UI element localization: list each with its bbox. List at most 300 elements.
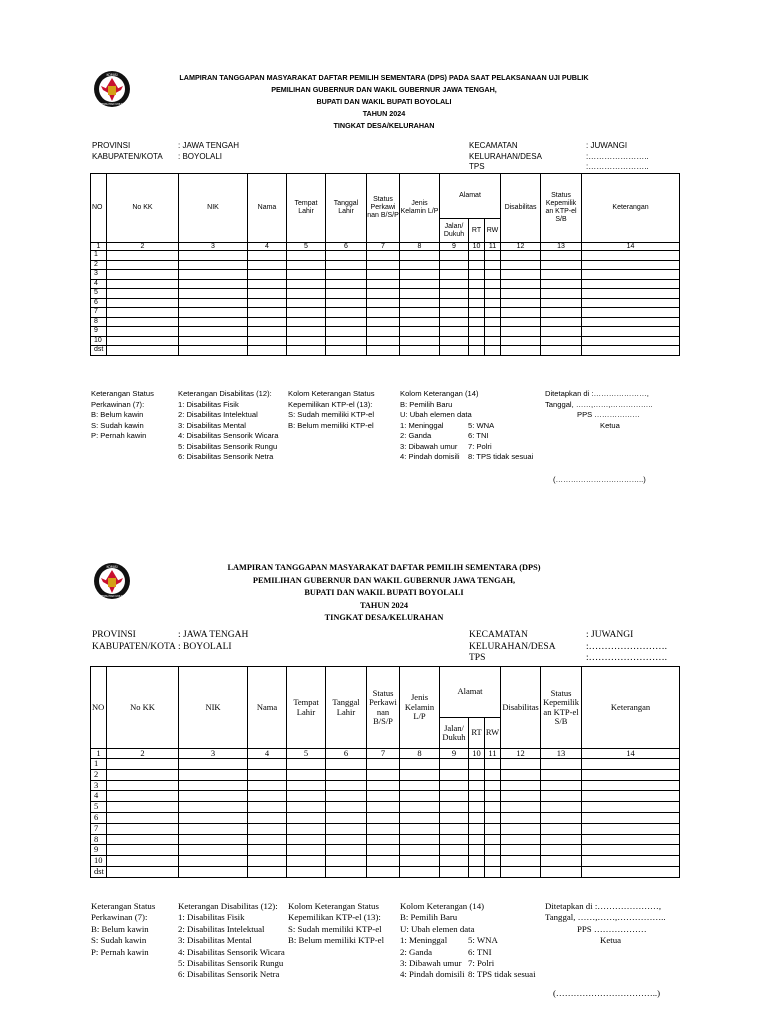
col-header-jenis-kelamin: Jenis Kelamin L/P bbox=[400, 174, 440, 243]
col-number: 1 bbox=[91, 749, 107, 759]
table-cell bbox=[326, 327, 367, 337]
table-cell bbox=[485, 260, 501, 270]
table-cell bbox=[179, 845, 248, 856]
table-cell bbox=[287, 270, 326, 280]
table-cell bbox=[326, 759, 367, 770]
col-header-no: NO bbox=[91, 667, 107, 749]
table-cell bbox=[367, 308, 400, 318]
table-cell bbox=[287, 845, 326, 856]
signature-line: (……………………………..) bbox=[553, 988, 661, 998]
row-number: 5 bbox=[91, 802, 107, 813]
table-cell bbox=[469, 791, 485, 802]
table-cell bbox=[367, 260, 400, 270]
col-header-alamat: Alamat bbox=[440, 174, 501, 219]
table-cell bbox=[469, 270, 485, 280]
legend-item: U: Ubah elemen data bbox=[400, 923, 475, 934]
table-cell bbox=[248, 336, 287, 346]
table-cell bbox=[501, 289, 541, 299]
legend-title: Kolom Keterangan (14) bbox=[400, 901, 485, 911]
table-cell bbox=[287, 260, 326, 270]
header-line-1: LAMPIRAN TANGGAPAN MASYARAKAT DAFTAR PEMILIH SEMENTARA (DPS) PADA SAAT PELAKSANAAN UJI PUBLIK bbox=[179, 73, 589, 82]
col-header-keterangan: Keterangan bbox=[582, 174, 680, 243]
table-cell bbox=[469, 327, 485, 337]
table-cell bbox=[287, 780, 326, 791]
table-cell bbox=[440, 270, 469, 280]
table-cell bbox=[107, 759, 179, 770]
table-cell bbox=[440, 845, 469, 856]
legend-item: 2: Disabilitas Intelektual bbox=[178, 410, 258, 419]
legend-item: 8: TPS tidak sesuai bbox=[468, 969, 536, 980]
table-cell bbox=[367, 298, 400, 308]
table-cell bbox=[179, 791, 248, 802]
legend-title: Perkawinan (7): bbox=[91, 399, 145, 409]
table-row bbox=[91, 812, 680, 823]
col-number: 2 bbox=[107, 243, 179, 251]
table-cell bbox=[469, 856, 485, 867]
legend-keterangan bbox=[400, 389, 533, 463]
legend-item: 5: WNA bbox=[468, 935, 498, 946]
row-number: dst bbox=[91, 346, 107, 356]
table-cell bbox=[541, 812, 582, 823]
table-cell bbox=[287, 308, 326, 318]
table-cell bbox=[541, 346, 582, 356]
table-cell bbox=[469, 260, 485, 270]
tps-value: :……………………. bbox=[586, 653, 668, 663]
row-number: 2 bbox=[91, 769, 107, 780]
col-number: 14 bbox=[582, 749, 680, 759]
col-header-disabilitas: Disabilitas bbox=[501, 174, 541, 243]
table-row bbox=[91, 759, 680, 770]
legend-item: S: Sudah kawin bbox=[91, 935, 147, 946]
legend-item: 5: Disabilitas Sensorik Rungu bbox=[178, 441, 278, 451]
legend-item: 3: Disabilitas Mental bbox=[178, 935, 252, 946]
table-cell bbox=[582, 279, 680, 289]
kelurahan-label: KELURAHAN/DESA bbox=[469, 151, 542, 161]
table-cell bbox=[582, 308, 680, 318]
col-header-rw: RW bbox=[485, 718, 501, 749]
table-cell bbox=[469, 769, 485, 780]
table-cell bbox=[440, 823, 469, 834]
col-header-status-perkawinan: Status Perkawi nan B/S/P bbox=[367, 174, 400, 243]
header-line-2: PEMILIHAN GUBERNUR DAN WAKIL GUBERNUR JAWA TENGAH, bbox=[252, 575, 516, 585]
legend-item: 2: Ganda bbox=[400, 431, 432, 440]
table-cell bbox=[541, 769, 582, 780]
table-cell bbox=[248, 289, 287, 299]
table-cell bbox=[485, 298, 501, 308]
table-cell bbox=[326, 251, 367, 261]
col-header-status-perkawinan: Status Perkawi nan B/S/P bbox=[367, 667, 400, 749]
col-header-disabilitas: Disabilitas bbox=[501, 667, 541, 749]
table-cell bbox=[248, 308, 287, 318]
table-cell bbox=[287, 769, 326, 780]
table-cell bbox=[400, 812, 440, 823]
legend-item: P: Pernah kawin bbox=[91, 431, 147, 440]
legend-item: 2: Ganda bbox=[400, 946, 433, 957]
col-number: 7 bbox=[367, 243, 400, 251]
logo-top-text: KOMISI bbox=[106, 565, 118, 569]
col-header-status-ktp: Status Kepemilik an KTP-el S/B bbox=[541, 174, 582, 243]
table-cell bbox=[107, 336, 179, 346]
table-cell bbox=[248, 298, 287, 308]
table-cell bbox=[287, 298, 326, 308]
legend-title: Kepemilikan KTP-el (13): bbox=[288, 912, 381, 923]
provinsi-value: : JAWA TENGAH bbox=[178, 141, 240, 150]
legend-item-pair bbox=[400, 431, 533, 442]
table-cell bbox=[469, 298, 485, 308]
table-cell bbox=[400, 289, 440, 299]
row-number: 5 bbox=[91, 289, 107, 299]
legend-item-pair bbox=[400, 452, 533, 463]
legend-title: Kepemilikan KTP-el (13): bbox=[288, 399, 373, 409]
table-cell bbox=[326, 336, 367, 346]
table-cell bbox=[248, 270, 287, 280]
tps-label: TPS bbox=[469, 653, 486, 663]
table-cell bbox=[107, 317, 179, 327]
table-cell bbox=[400, 856, 440, 867]
legend-item: 6: TNI bbox=[468, 431, 489, 440]
signature-block bbox=[545, 389, 653, 431]
table-row bbox=[91, 802, 680, 813]
table-row bbox=[91, 866, 680, 877]
table-cell bbox=[469, 308, 485, 318]
table-cell bbox=[582, 251, 680, 261]
legend-item: 7: Polri bbox=[468, 958, 495, 969]
table-cell bbox=[367, 812, 400, 823]
row-number: 9 bbox=[91, 845, 107, 856]
col-number: 8 bbox=[400, 749, 440, 759]
table-cell bbox=[179, 834, 248, 845]
col-header-rw: RW bbox=[485, 219, 501, 243]
table-cell bbox=[501, 298, 541, 308]
table-cell bbox=[501, 327, 541, 337]
table-cell bbox=[541, 802, 582, 813]
table-cell bbox=[541, 298, 582, 308]
header-line-5: TINGKAT DESA/KELURAHAN bbox=[333, 121, 435, 130]
row-number: 7 bbox=[91, 308, 107, 318]
header-line-1: LAMPIRAN TANGGAPAN MASYARAKAT DAFTAR PEMILIH SEMENTARA (DPS) bbox=[227, 563, 541, 572]
legend-item: B: Pemilih Baru bbox=[400, 912, 458, 923]
col-number: 10 bbox=[469, 749, 485, 759]
table-cell bbox=[367, 780, 400, 791]
table-cell bbox=[248, 802, 287, 813]
col-number: 13 bbox=[541, 749, 582, 759]
table-cell bbox=[582, 856, 680, 867]
table-cell bbox=[179, 823, 248, 834]
header-line-3: BUPATI DAN WAKIL BUPATI BOYOLALI bbox=[304, 588, 464, 597]
legend-item: B: Belum memiliki KTP-el bbox=[288, 935, 385, 946]
tanggal-text: Tanggal, ……,……,…………….. bbox=[545, 399, 653, 409]
kabupaten-value: : BOYOLALI bbox=[178, 151, 223, 161]
col-header-tanggal-lahir: Tanggal Lahir bbox=[326, 667, 367, 749]
col-number: 10 bbox=[469, 243, 485, 251]
table-cell bbox=[287, 834, 326, 845]
col-number: 7 bbox=[367, 749, 400, 759]
table-cell bbox=[440, 856, 469, 867]
table-cell bbox=[582, 346, 680, 356]
col-number: 9 bbox=[440, 749, 469, 759]
form-copy-2 bbox=[0, 512, 768, 1024]
ditetapkan-text: Ditetapkan di :…………………, bbox=[545, 389, 649, 398]
table-cell bbox=[485, 802, 501, 813]
legend-item: 6: Disabilitas Sensorik Netra bbox=[178, 969, 280, 980]
table-cell bbox=[469, 317, 485, 327]
legend-item: B: Belum kawin bbox=[91, 410, 144, 419]
shield-icon bbox=[108, 578, 116, 587]
legend-title: Kolom Keterangan Status bbox=[288, 389, 375, 398]
tps-label: TPS bbox=[469, 162, 485, 171]
table-cell bbox=[326, 298, 367, 308]
header-line-5: TINGKAT DESA/KELURAHAN bbox=[324, 613, 444, 622]
row-number: 1 bbox=[91, 251, 107, 261]
meta-left bbox=[92, 141, 239, 162]
col-number: 5 bbox=[287, 749, 326, 759]
col-header-status-ktp: Status Kepemilik an KTP-el S/B bbox=[541, 667, 582, 749]
col-number: 4 bbox=[248, 749, 287, 759]
kpu-logo bbox=[93, 560, 131, 602]
table-cell bbox=[541, 279, 582, 289]
table-cell bbox=[582, 336, 680, 346]
table-cell bbox=[469, 251, 485, 261]
table-cell bbox=[469, 289, 485, 299]
table-cell bbox=[485, 336, 501, 346]
col-number: 5 bbox=[287, 243, 326, 251]
legend-item: 7: Polri bbox=[468, 441, 492, 451]
ketua-text: Ketua bbox=[600, 420, 620, 430]
table-cell bbox=[400, 791, 440, 802]
provinsi-label: PROVINSI bbox=[92, 630, 136, 640]
table-cell bbox=[501, 759, 541, 770]
table-cell bbox=[485, 856, 501, 867]
table-cell bbox=[107, 812, 179, 823]
table-cell bbox=[440, 317, 469, 327]
table-cell bbox=[400, 279, 440, 289]
header-line-4: TAHUN 2024 bbox=[359, 600, 408, 610]
table-cell bbox=[367, 289, 400, 299]
ditetapkan-text: Ditetapkan di :…………………, bbox=[545, 901, 662, 911]
table-cell bbox=[179, 279, 248, 289]
table-cell bbox=[469, 802, 485, 813]
table-cell bbox=[541, 260, 582, 270]
table-cell bbox=[501, 308, 541, 318]
table-cell bbox=[541, 336, 582, 346]
row-number: 7 bbox=[91, 823, 107, 834]
col-header-alamat: Alamat bbox=[440, 667, 501, 718]
table-cell bbox=[367, 251, 400, 261]
row-number: 4 bbox=[91, 279, 107, 289]
kecamatan-label: KECAMATAN bbox=[469, 141, 518, 150]
provinsi-label: PROVINSI bbox=[92, 141, 131, 150]
col-number: 6 bbox=[326, 243, 367, 251]
table-cell bbox=[582, 866, 680, 877]
table-cell bbox=[287, 759, 326, 770]
table-cell bbox=[107, 769, 179, 780]
legend-title: Keterangan Disabilitas (12): bbox=[178, 389, 272, 398]
pps-text: PPS ……………… bbox=[577, 410, 640, 419]
table-cell bbox=[107, 279, 179, 289]
table-cell bbox=[485, 308, 501, 318]
table-row bbox=[91, 260, 680, 270]
table-cell bbox=[501, 812, 541, 823]
table-cell bbox=[326, 802, 367, 813]
kecamatan-label: KECAMATAN bbox=[469, 630, 528, 640]
table-cell bbox=[541, 759, 582, 770]
legend-item: 8: TPS tidak sesuai bbox=[468, 452, 534, 461]
table-row bbox=[91, 336, 680, 346]
table-cell bbox=[485, 289, 501, 299]
table-cell bbox=[367, 856, 400, 867]
legend-title: Keterangan Status bbox=[91, 389, 154, 398]
col-header-keterangan: Keterangan bbox=[582, 667, 680, 749]
table-cell bbox=[287, 812, 326, 823]
table-cell bbox=[440, 866, 469, 877]
col-number: 13 bbox=[541, 243, 582, 251]
ketua-text: Ketua bbox=[600, 935, 622, 946]
table-cell bbox=[501, 279, 541, 289]
legend-item-pair bbox=[400, 935, 536, 946]
table-cell bbox=[485, 346, 501, 356]
legend-ktp bbox=[288, 901, 384, 947]
dps-table bbox=[90, 666, 680, 878]
legend-item: B: Belum memiliki KTP-el bbox=[288, 420, 374, 430]
table-cell bbox=[440, 336, 469, 346]
table-cell bbox=[179, 866, 248, 877]
col-number: 1 bbox=[91, 243, 107, 251]
table-cell bbox=[501, 802, 541, 813]
table-cell bbox=[326, 289, 367, 299]
legend-title: Kolom Keterangan (14) bbox=[400, 389, 479, 398]
legend-item: 3: Dibawah umur bbox=[400, 441, 458, 451]
table-cell bbox=[248, 845, 287, 856]
table-cell bbox=[179, 812, 248, 823]
table-cell bbox=[440, 759, 469, 770]
table-cell bbox=[248, 346, 287, 356]
table-cell bbox=[501, 260, 541, 270]
kecamatan-value: : JUWANGI bbox=[586, 141, 628, 150]
row-number: 3 bbox=[91, 270, 107, 280]
table-cell bbox=[400, 336, 440, 346]
kelurahan-value: :……………………. bbox=[586, 641, 668, 652]
table-cell bbox=[326, 856, 367, 867]
table-cell bbox=[582, 317, 680, 327]
table-cell bbox=[501, 317, 541, 327]
table-cell bbox=[485, 834, 501, 845]
table-row bbox=[91, 769, 680, 780]
table-cell bbox=[287, 336, 326, 346]
table-cell bbox=[501, 336, 541, 346]
kpu-logo bbox=[93, 68, 131, 110]
table-cell bbox=[582, 823, 680, 834]
table-cell bbox=[326, 812, 367, 823]
table-cell bbox=[326, 270, 367, 280]
legend-item: 4: Disabilitas Sensorik Wicara bbox=[178, 431, 279, 440]
table-cell bbox=[367, 317, 400, 327]
table-cell bbox=[367, 823, 400, 834]
data-rows bbox=[91, 251, 680, 356]
kelurahan-value: :………………….. bbox=[586, 151, 649, 161]
table-cell bbox=[582, 845, 680, 856]
col-header-rt: RT bbox=[469, 718, 485, 749]
col-number: 2 bbox=[107, 749, 179, 759]
legend-item: 4: Pindah domisili bbox=[400, 452, 460, 461]
table-cell bbox=[400, 298, 440, 308]
table-row bbox=[91, 346, 680, 356]
table-row bbox=[91, 856, 680, 867]
table-cell bbox=[179, 336, 248, 346]
page-header bbox=[140, 72, 628, 132]
table-cell bbox=[582, 780, 680, 791]
legend-item: S: Sudah kawin bbox=[91, 420, 144, 430]
col-header-jalan: Jalan/ Dukuh bbox=[440, 718, 469, 749]
table-cell bbox=[367, 346, 400, 356]
col-number: 11 bbox=[485, 243, 501, 251]
table-cell bbox=[440, 308, 469, 318]
table-cell bbox=[501, 780, 541, 791]
table-cell bbox=[440, 279, 469, 289]
column-number-row bbox=[91, 243, 680, 251]
table-cell bbox=[582, 270, 680, 280]
table-cell bbox=[400, 270, 440, 280]
meta-right bbox=[469, 141, 649, 173]
legend-item: U: Ubah elemen data bbox=[400, 410, 472, 419]
table-cell bbox=[440, 802, 469, 813]
table-cell bbox=[582, 289, 680, 299]
legend-item: 5: WNA bbox=[468, 420, 495, 430]
table-cell bbox=[582, 791, 680, 802]
legend-title: Perkawinan (7): bbox=[91, 912, 148, 923]
header-line-4: TAHUN 2024 bbox=[362, 109, 406, 118]
table-cell bbox=[485, 327, 501, 337]
table-cell bbox=[179, 270, 248, 280]
legend-disabilitas bbox=[178, 389, 278, 463]
col-number: 3 bbox=[179, 243, 248, 251]
table-cell bbox=[485, 270, 501, 280]
table-cell bbox=[469, 845, 485, 856]
table-cell bbox=[582, 769, 680, 780]
table-cell bbox=[326, 317, 367, 327]
row-number: 2 bbox=[91, 260, 107, 270]
legend-ktp bbox=[288, 389, 375, 431]
table-cell bbox=[400, 834, 440, 845]
legend-item-pair bbox=[400, 947, 536, 958]
table-cell bbox=[440, 769, 469, 780]
table-cell bbox=[367, 845, 400, 856]
table-cell bbox=[367, 279, 400, 289]
table-cell bbox=[367, 327, 400, 337]
legend-item: 3: Disabilitas Mental bbox=[178, 420, 246, 430]
header-line-2: PEMILIHAN GUBERNUR DAN WAKIL GUBERNUR JAWA TENGAH, bbox=[271, 85, 497, 94]
logo-bottom-text: PEMILIHAN UMUM bbox=[100, 103, 124, 106]
table-cell bbox=[248, 812, 287, 823]
table-cell bbox=[287, 856, 326, 867]
row-number: 9 bbox=[91, 327, 107, 337]
legend-title: Keterangan Disabilitas (12): bbox=[178, 901, 278, 911]
col-number: 8 bbox=[400, 243, 440, 251]
kabupaten-label: KABUPATEN/KOTA bbox=[92, 151, 163, 161]
table-cell bbox=[367, 791, 400, 802]
table-cell bbox=[107, 308, 179, 318]
table-cell bbox=[287, 823, 326, 834]
table-cell bbox=[440, 346, 469, 356]
table-cell bbox=[287, 802, 326, 813]
table-cell bbox=[179, 780, 248, 791]
table-cell bbox=[541, 270, 582, 280]
legend-item: P: Pernah kawin bbox=[91, 946, 149, 957]
legend-status-perkawinan bbox=[91, 389, 154, 442]
table-cell bbox=[107, 289, 179, 299]
col-header-nama: Nama bbox=[248, 174, 287, 243]
col-header-no: NO bbox=[91, 174, 107, 243]
table-cell bbox=[469, 823, 485, 834]
